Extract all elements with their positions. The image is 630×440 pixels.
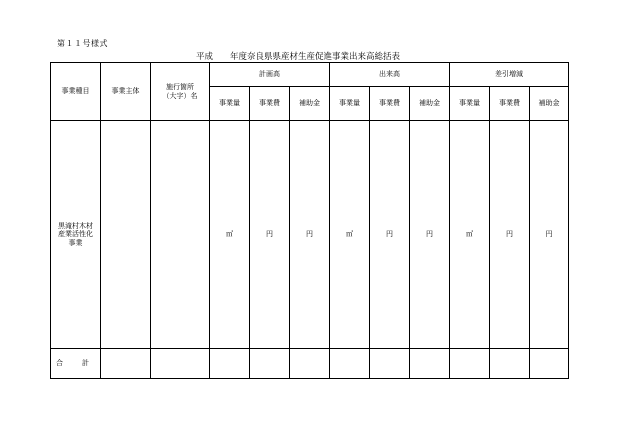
actual-subsidy-cell: 円 <box>410 121 450 349</box>
header-difference-volume: 事業量 <box>450 87 490 121</box>
difference-subsidy-cell: 円 <box>530 121 569 349</box>
header-group-plan: 計画高 <box>210 63 330 87</box>
project-line-2: 産業活性化 <box>58 230 93 239</box>
plan-subsidy-cell: 円 <box>290 121 330 349</box>
difference-volume-cell: ㎥ <box>450 121 490 349</box>
project-type-cell <box>51 121 101 349</box>
header-difference-cost: 事業費 <box>490 87 530 121</box>
header-group-actual: 出来高 <box>330 63 450 87</box>
difference-cost-cell: 円 <box>490 121 530 349</box>
header-plan-cost: 事業費 <box>250 87 290 121</box>
total-plan-volume <box>210 349 250 379</box>
total-difference-volume <box>450 349 490 379</box>
header-actual-volume: 事業量 <box>330 87 370 121</box>
total-entity-cell <box>101 349 151 379</box>
total-actual-cost <box>370 349 410 379</box>
summary-table <box>50 62 569 379</box>
header-project-type: 事業種目 <box>51 63 101 121</box>
total-location-cell <box>151 349 210 379</box>
project-line-3: 事業 <box>68 238 83 247</box>
total-actual-volume <box>330 349 370 379</box>
header-project-entity: 事業主体 <box>101 63 151 121</box>
location-cell <box>151 121 210 349</box>
plan-cost-cell: 円 <box>250 121 290 349</box>
form-number: 第１１号様式 <box>57 39 108 48</box>
header-plan-subsidy: 補助金 <box>290 87 330 121</box>
header-location <box>151 63 210 121</box>
project-entity-cell <box>101 121 151 349</box>
header-row-top <box>51 63 569 87</box>
total-actual-subsidy <box>410 349 450 379</box>
total-plan-cost <box>250 349 290 379</box>
total-row <box>51 349 569 379</box>
header-location-line2: （大字）名 <box>162 91 198 100</box>
header-plan-volume: 事業量 <box>210 87 250 121</box>
actual-volume-cell: ㎥ <box>330 121 370 349</box>
header-group-difference: 差引増減 <box>450 63 569 87</box>
header-actual-subsidy: 補助金 <box>410 87 450 121</box>
header-location-line1: 施行箇所 <box>166 83 194 92</box>
header-difference-subsidy: 補助金 <box>530 87 569 121</box>
total-label: 合 計 <box>51 349 101 379</box>
total-difference-subsidy <box>530 349 569 379</box>
plan-volume-cell: ㎥ <box>210 121 250 349</box>
table-row <box>51 121 569 349</box>
project-line-1: 黒滝村木材 <box>58 221 93 230</box>
actual-cost-cell: 円 <box>370 121 410 349</box>
document-title: 平成 年度奈良県県産材生産促進事業出来高総括表 <box>196 52 401 62</box>
total-plan-subsidy <box>290 349 330 379</box>
header-actual-cost: 事業費 <box>370 87 410 121</box>
total-difference-cost <box>490 349 530 379</box>
